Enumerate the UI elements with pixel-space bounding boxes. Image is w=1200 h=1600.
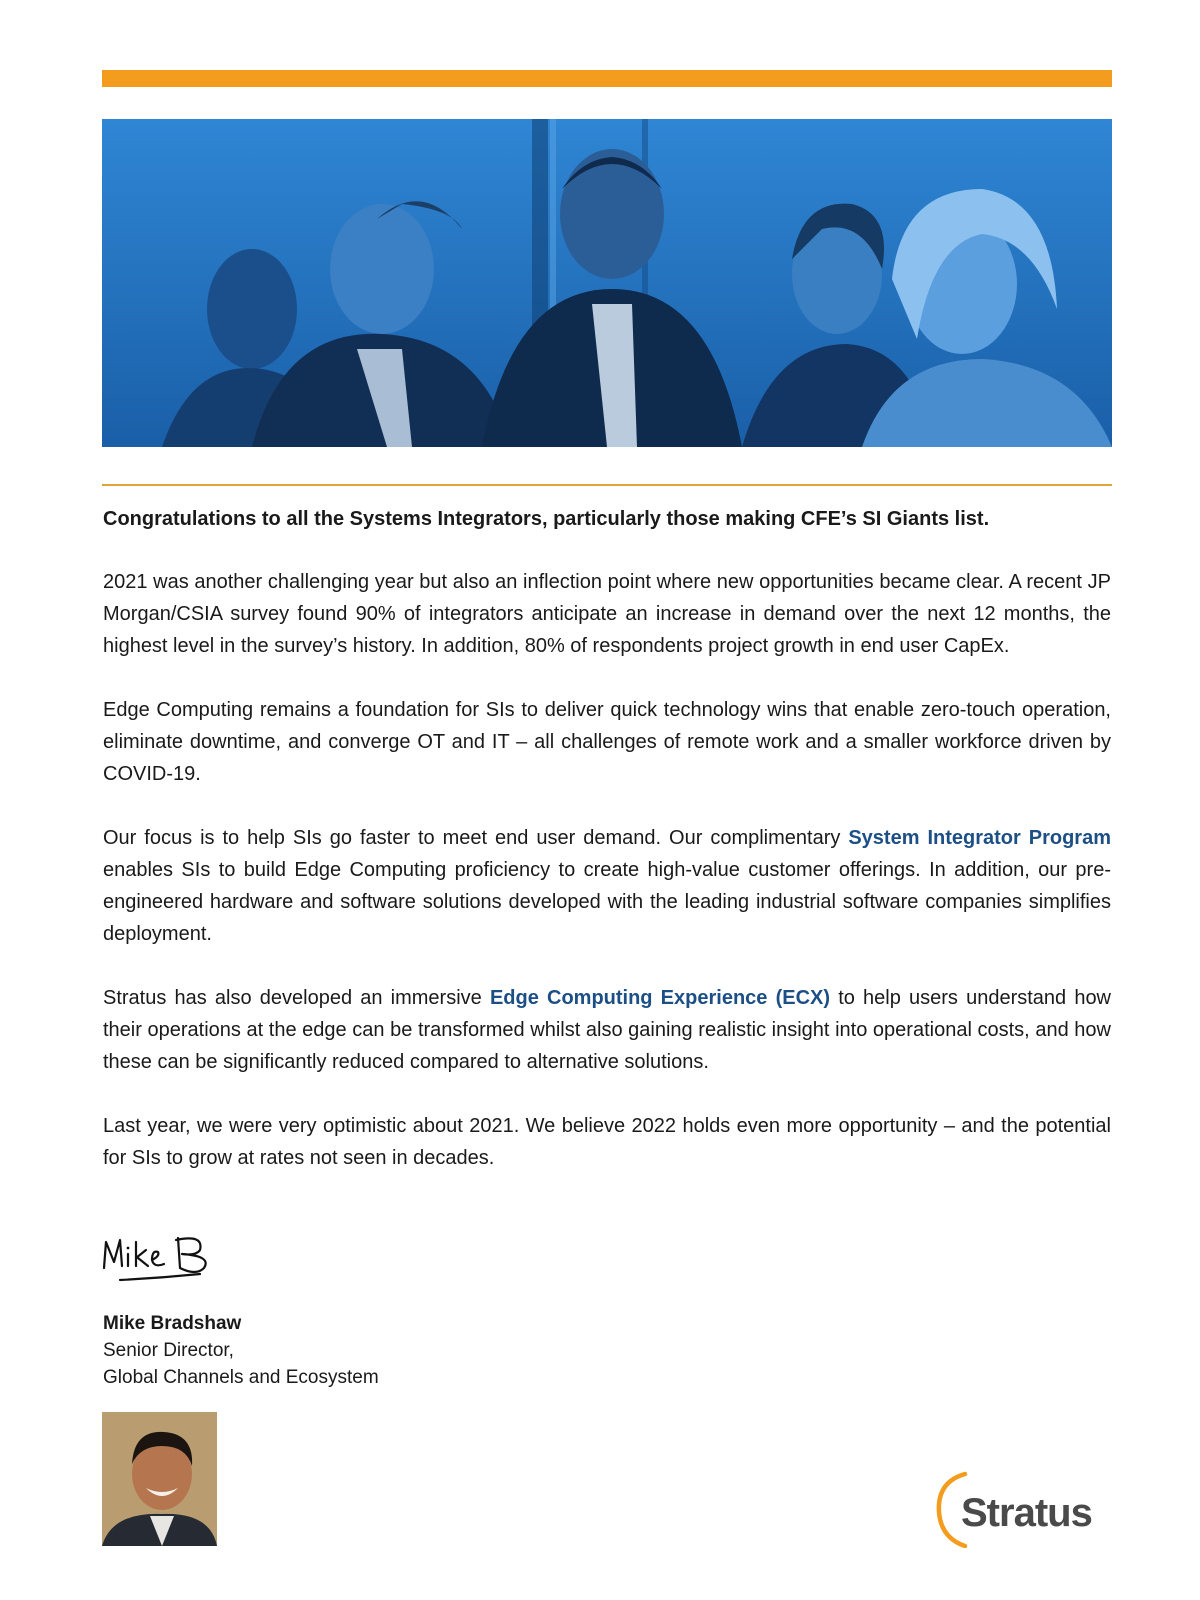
handwritten-signature-icon: [100, 1228, 220, 1292]
signer-portrait: [102, 1412, 217, 1546]
letter-body: [103, 504, 1111, 1206]
portrait-photo-icon: [102, 1412, 217, 1546]
paragraph-1: 2021 was another challenging year but also an inflection point where new opportunities became clear. A recent JP Morgan/CSIA survey found 90% of integrators anticipate an increase in demand over the next 12 months, the highest level in the survey’s history. In addition, 80% of respondents project growth in end user CapEx.: [103, 571, 1111, 657]
paragraph-4: [103, 982, 1111, 1078]
lead-sentence: Congratulations to all the Systems Integrators, particularly those making CFE’s SI Giants list.: [103, 508, 990, 530]
paragraph-3-text-a: Our focus is to help SIs go faster to meet end user demand. Our complimentary: [103, 827, 849, 849]
paragraph-4-text-a: Stratus has also developed an immersive: [103, 987, 490, 1009]
section-divider: [102, 484, 1112, 486]
logo-wordmark: Stratus: [961, 1491, 1092, 1535]
signer-title-line-2: Global Channels and Ecosystem: [103, 1367, 379, 1388]
edge-computing-experience-link[interactable]: Edge Computing Experience (ECX): [489, 987, 831, 1009]
signer-name: Mike Bradshaw: [103, 1313, 242, 1334]
signer-title-line-1: Senior Director,: [103, 1340, 234, 1361]
paragraph-3-text-b: enables SIs to build Edge Computing proficiency to create high-value customer offerings. In addition, our pre-engineered hardware and software solutions developed with the leading industrial software companies simplifies deployment.: [103, 859, 1111, 945]
hero-photo: [102, 119, 1112, 447]
paragraph-5: Last year, we were very optimistic about 2021. We believe 2022 holds even more opportunity – and the potential for SIs to grow at rates not seen in decades.: [103, 1115, 1111, 1169]
system-integrator-program-link[interactable]: System Integrator Program: [848, 827, 1111, 849]
paragraph-4-text-b: to help users understand how their operations at the edge can be transformed whilst also gaining realistic insight into operational costs, and how these can be significantly reduced compared to alternative solutions.: [103, 987, 1112, 1073]
people-meeting-photo-icon: [102, 119, 1112, 447]
signer-block: [103, 1310, 379, 1391]
paragraph-3: [103, 822, 1111, 950]
paragraph-2: Edge Computing remains a foundation for SIs to deliver quick technology wins that enable zero-touch operation, eliminate downtime, and converge OT and IT – all challenges of remote work and a smaller workforce driven by COVID-19.: [103, 699, 1111, 785]
stratus-logo-icon: [935, 1468, 1115, 1548]
top-accent-bar: [102, 70, 1112, 87]
